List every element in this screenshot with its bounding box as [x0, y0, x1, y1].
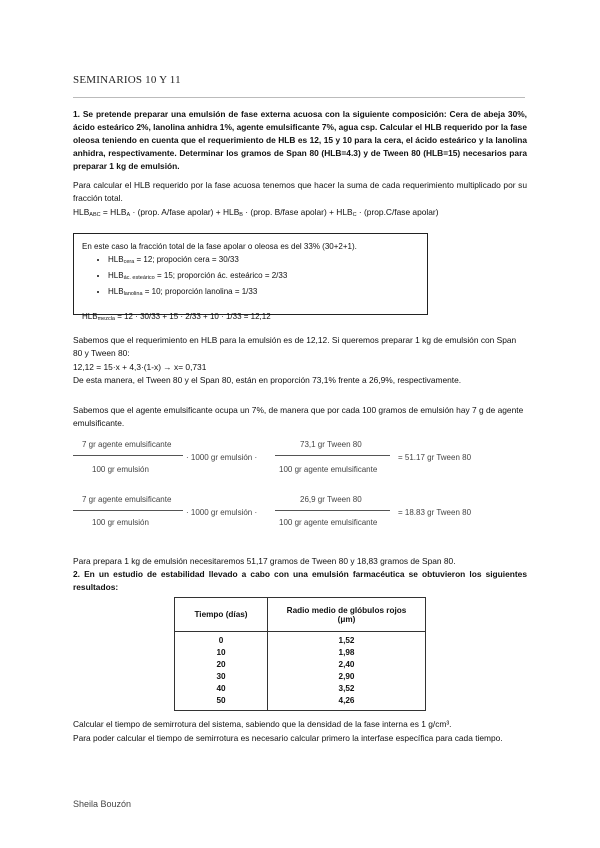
hlb-intro: Para calcular el HLB requerido por la fase acuosa tenemos que hacer la suma de cada requerimiento multiplicado por su fracción total. — [73, 180, 527, 203]
page-title: SEMINARIOS 10 Y 11 — [73, 74, 181, 86]
fraction-denominator: 100 gr emulsión — [92, 518, 149, 527]
fraction-line — [73, 455, 183, 456]
hlb-requirement-text: Sabemos que el requerimiento en HLB para la emulsión es de 12,12. Si queremos preparar 1 kg de emulsión con Span 80 y Tween 80: — [73, 335, 517, 358]
question-1: 1. Se pretende preparar una emulsión de fase externa acuosa con la siguiente composición: Cera de abeja 30%, ácido esteárico 2%, lanolina anhidra 1%, agente emulsificante 7%, agua csp. Calcular el HLB requerido por la fase oleosa teniendo en cuenta que el requerimiento de HLB es 12, 15 y 10 para la cera, el ácido esteárico y la lanolina anhidra, respectivamente. Determinar los gramos de Span 80 (HLB=4.3) y de Tween 80 (HLB=15) necesarios para preparar 1 kg de emulsión. — [73, 109, 527, 171]
box-intro: En este caso la fracción total de la fase apolar o oleosa es del 33% (30+2+1). — [82, 242, 357, 251]
fraction-line — [73, 510, 183, 511]
calculation-result: = 51.17 gr Tween 80 — [398, 453, 472, 462]
table-row — [175, 632, 426, 711]
fraction-numerator: 73,1 gr Tween 80 — [300, 440, 362, 449]
radio-column: 1,52 1,98 2,40 2,90 3,52 4,26 — [268, 632, 426, 711]
hlb-mixture-result: $HLB_{mezcla} = 12 \cdot 30/33 + 15 \cdot 2/33 + 10 \cdot 1/33 = 12,12$ — [82, 312, 271, 322]
column-header-tiempo: Tiempo (días) — [175, 598, 268, 632]
title-divider — [73, 97, 525, 98]
multiplier: · 1000 gr emulsión · — [186, 508, 258, 517]
multiplier: · 1000 gr emulsión · — [186, 453, 258, 462]
tiempo-column: 0 10 20 30 40 50 — [175, 632, 268, 711]
fraction-line — [275, 455, 390, 456]
fraction-numerator: 7 gr agente emulsificante — [82, 440, 172, 449]
fraction-line — [275, 510, 390, 511]
list-item: • $HLB_{lanolina} = 10$; proporción lanolina = 1/33 — [108, 285, 419, 301]
list-item: • $HLB_{cera} = 12$; propoción cera = 30/33 — [108, 253, 419, 269]
proportion-text: De esta manera, el Tween 80 y el Span 80, están en proporción 73,1% frente a 26,9%, respectivamente. — [73, 375, 462, 385]
column-header-radio: Radio medio de glóbulos rojos (μm) — [268, 598, 426, 632]
table-header-row — [175, 598, 426, 632]
fraction-denominator: 100 gr emulsión — [92, 465, 149, 474]
author-footer: Sheila Bouzón — [73, 799, 132, 809]
hlb-calculation-box — [73, 233, 428, 322]
fraction-numerator: 26,9 gr Tween 80 — [300, 495, 362, 504]
stability-table — [174, 597, 426, 711]
emulsifier-text: Sabemos que el agente emulsificante ocupa un 7%, de manera que por cada 100 gramos de emulsión hay 7 g de agente emulsificante. — [73, 405, 524, 428]
fraction-denominator: 100 gr agente emulsificante — [279, 465, 378, 474]
hlb-list — [82, 253, 419, 301]
fraction-denominator: 100 gr agente emulsificante — [279, 518, 378, 527]
fraction-numerator: 7 gr agente emulsificante — [82, 495, 172, 504]
hlb-formula: $HLB_{ABC} = HLB_A$ · (prop. A/fase apolar) + $HLB_B$ · (prop. B/fase apolar) + $HLB_C$ · (prop.C/fase apolar) — [73, 207, 439, 218]
interface-text: Para poder calcular el tiempo de semirrotura es necesario calcular primero la interfase específica para cada tiempo. — [73, 733, 503, 743]
density-text: Calcular el tiempo de semirrotura del sistema, sabiendo que la densidad de la fase interna es 1 g/cm³. — [73, 719, 452, 729]
hlb-equation: 12,12 = 15·x + 4,3·(1-x) → x= 0,731 — [73, 362, 207, 372]
calculation-result: = 18.83 gr Tween 80 — [398, 508, 472, 517]
question-2: 2. En un estudio de estabilidad llevado a cabo con una emulsión farmacéutica se obtuvieron los siguientes resultados: — [73, 569, 527, 592]
list-item: • $HLB_{ác. esteárico} = 15$; proporción ác. esteárico = 2/33 — [108, 269, 419, 285]
conclusion-text: Para prepara 1 kg de emulsión necesitaremos 51,17 gramos de Tween 80 y 18,83 gramos de Span 80. — [73, 556, 456, 566]
